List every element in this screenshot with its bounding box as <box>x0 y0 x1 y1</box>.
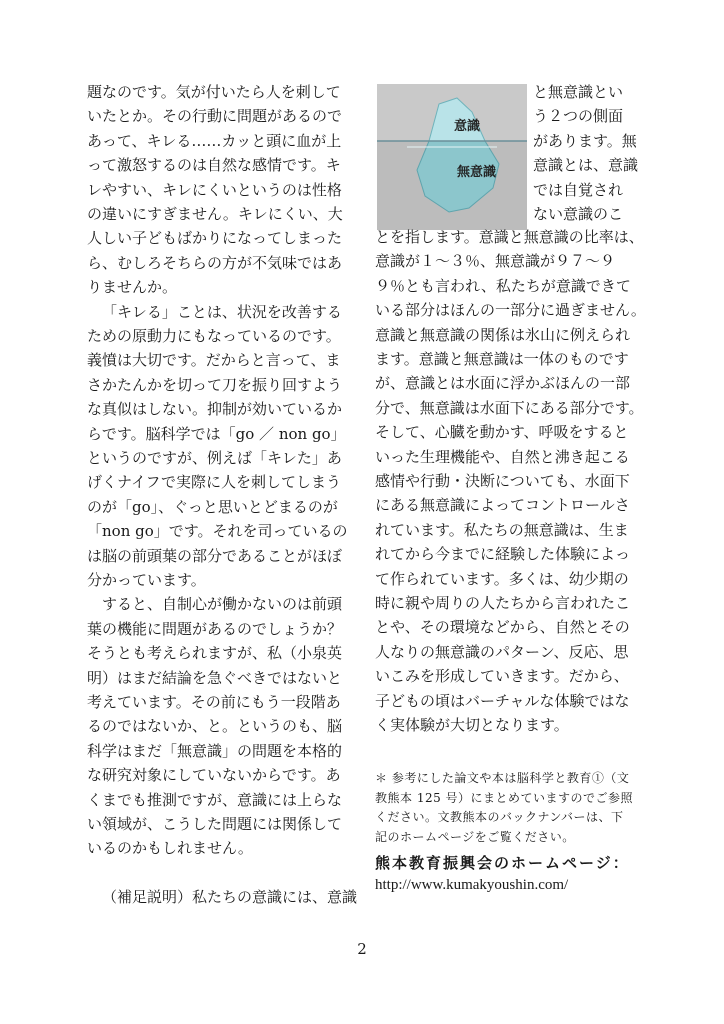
text-line: な研究対象にしていないからです。あ <box>87 766 341 785</box>
text-line: ください。文教熊本のバックナンバーは、下 <box>375 810 624 824</box>
iceberg-label-conscious: 意識 <box>454 119 481 134</box>
text-line: って激怒するのは自然な感情です。キ <box>87 156 341 175</box>
text-line: にある無意識によってコントロールさ <box>375 496 630 515</box>
text-line: があります。無 <box>533 131 637 150</box>
text-line: とを指します。意識と無意識の比率は、 <box>375 228 644 246</box>
text-line: ９％とも言われ、私たちが意識できて <box>375 276 631 295</box>
text-line: では自覚され <box>533 180 624 199</box>
text-line: のが「go」、ぐっと思いとどまるのが <box>87 497 338 516</box>
text-line: るのではないか、と。というのも、脳 <box>87 717 343 736</box>
text-line: 義憤は大切です。だからと言って、ま <box>87 351 341 370</box>
text-line: な真似はしない。抑制が効いているか <box>87 400 343 419</box>
text-line: う２つの側面 <box>533 107 624 126</box>
text-line: 子どもの頃はバーチャルな体験ではな <box>375 691 630 710</box>
text-line: いるのかもしれません。 <box>87 839 253 858</box>
text-line: い領域が、こうした問題には関係して <box>87 815 343 833</box>
text-line: いる部分はほんの一部分に過ぎません。 <box>375 301 646 320</box>
iceberg-illustration <box>377 84 527 230</box>
text-line: 「non go」です。それを司っているの <box>87 522 348 541</box>
text-line: 分で、無意識は水面下にある部分です。 <box>375 398 644 417</box>
iceberg-label-unconscious: 無意識 <box>457 165 497 180</box>
text-line: すると、自制心が働かないのは前頭 <box>102 595 343 614</box>
text-line: 教熊本 125 号）にまとめていますのでご参照 <box>375 790 634 805</box>
text-line: りませんか。 <box>87 278 178 297</box>
text-line: ＊ 参考にした論文や本は脳科学と教育①（文 <box>375 771 630 785</box>
text-line: というのですが、例えば「キレた」あ <box>87 449 342 467</box>
text-line: の違いにすぎません。キレにくい、大 <box>87 205 343 223</box>
text-line: いった生理機能や、自然と沸き起こる <box>375 447 630 466</box>
text-line: 明）はまだ結論を急ぐべきではないと <box>87 668 343 687</box>
text-line: いこみを形成していきます。だから、 <box>375 667 629 686</box>
text-line: 意識と無意識の関係は氷山に例えられ <box>375 325 631 344</box>
text-line: 人しい子どもばかりになってしまった <box>87 229 343 248</box>
text-line: （補足説明）私たちの意識には、意識 <box>102 888 358 907</box>
text-line: が、意識とは水面に浮かぶほんの一部 <box>375 374 631 393</box>
text-line: 考えています。その前にもう一段階あ <box>87 693 341 711</box>
text-line: は脳の前頭葉の部分であることがほぼ <box>87 546 343 565</box>
text-line: く実体験が大切となります。 <box>375 716 569 734</box>
text-line: げくナイフで実際に人を刺してしまう <box>87 473 341 492</box>
text-line: いたとか。その行動に問題があるので <box>87 107 343 126</box>
text-line: 記のホームページをご覧ください。 <box>375 829 575 844</box>
text-line: と無意識とい <box>533 83 624 101</box>
text-line: 葉の機能に問題があるのでしょうか？ <box>87 619 343 638</box>
page-number: 2 <box>357 940 367 958</box>
text-line: 意識が１～３％、無意識が９７～９ <box>375 252 616 271</box>
text-line: 分かっています。 <box>87 571 206 589</box>
text-line: 感情や行動・決断についても、水面下 <box>375 472 630 490</box>
homepage-url[interactable]: http://www.kumakyoushin.com/ <box>375 877 569 893</box>
text-line: ない意識のこ <box>533 205 624 223</box>
text-line: レやすい、キレにくいというのは性格 <box>87 180 342 199</box>
text-line: あって、キレる……カッと頭に血が上 <box>87 131 342 150</box>
text-line: れてから今までに経験した体験によっ <box>375 545 631 564</box>
text-line: 「キレる」ことは、状況を改善する <box>102 302 342 321</box>
text-line: ます。意識と無意識は一体のものです <box>375 350 629 368</box>
text-line: 科学はまだ「無意識」の問題を本格的 <box>87 741 343 760</box>
text-line: そして、心臓を動かす、呼吸をすると <box>375 423 629 442</box>
homepage-heading: 熊本教育振興会のホームページ： <box>375 854 630 872</box>
text-line: 意識とは、意識 <box>533 156 639 175</box>
text-line: 時に親や周りの人たちから言われたこ <box>375 594 631 612</box>
text-line: くまでも推測ですが、意識には上らな <box>87 790 343 809</box>
text-line: れています。私たちの無意識は、生ま <box>375 520 629 539</box>
text-line: 題なのです。気が付いたら人を刺して <box>87 83 341 101</box>
text-line: て作られています。多くは、幼少期の <box>375 569 629 588</box>
text-line: ら、むしろそちらの方が不気味ではあ <box>87 253 343 272</box>
text-line: とや、その環境などから、自然とその <box>375 618 630 637</box>
text-line: ための原動力にもなっているのです。 <box>87 327 341 345</box>
text-line: そうとも考えられますが、私（小泉英 <box>87 644 343 663</box>
text-line: らです。脳科学では「go ／ non go」 <box>87 424 346 443</box>
text-line: 人なりの無意識のパターン、反応、思 <box>375 642 629 661</box>
text-line: さかたんかを切って刀を振り回すよう <box>87 375 343 394</box>
